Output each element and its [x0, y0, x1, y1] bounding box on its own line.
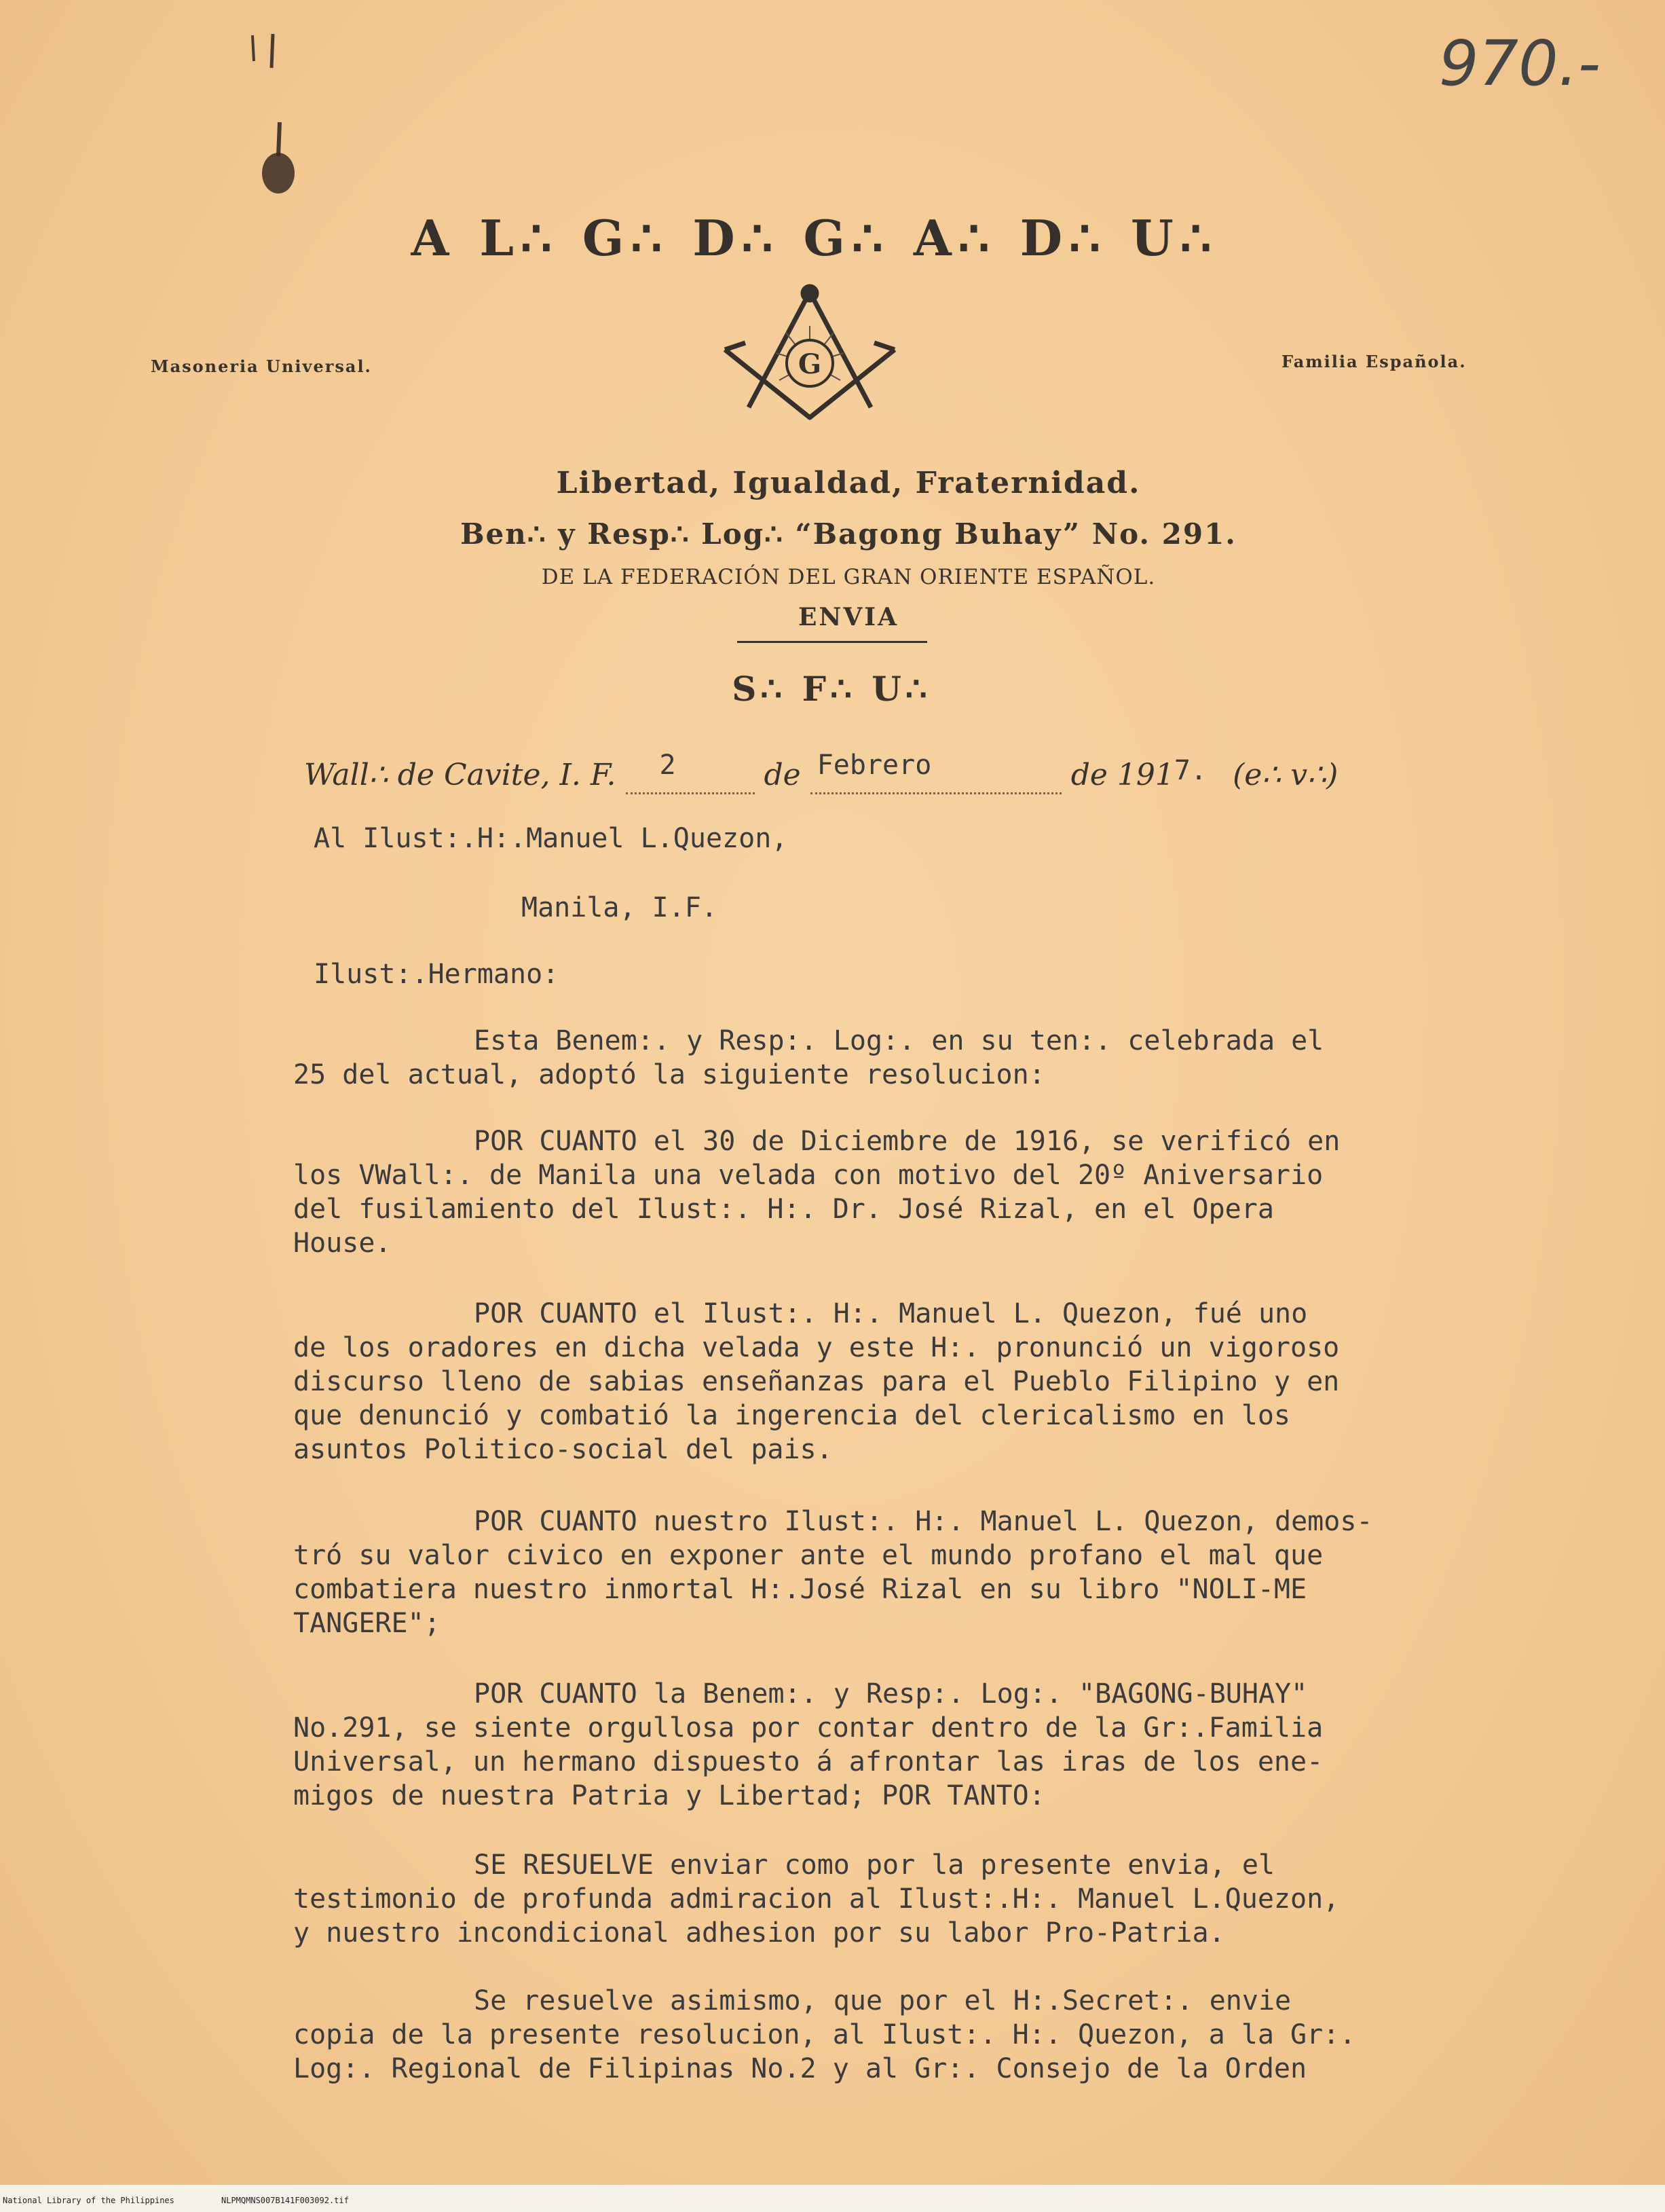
header-initials: A L∴ G∴ D∴ G∴ A∴ D∴ U∴ [411, 209, 1218, 267]
body-line: del fusilamiento del Ilust:. H:. Dr. José Rizal, en el Opera [293, 1194, 1274, 1225]
date-month: Febrero [817, 750, 932, 781]
body-line: SE RESUELVE enviar como por la presente envia, el [474, 1849, 1275, 1881]
envia-heading: ENVIA [798, 603, 899, 631]
body-line: Esta Benem:. y Resp:. Log:. en su ten:. celebrada el [474, 1025, 1324, 1056]
body-line: de los oradores en dicha velada y este H:. pronunció un vigoroso [293, 1332, 1340, 1363]
body-line: House. [293, 1228, 392, 1259]
date-de-2: de 191 [1070, 758, 1174, 792]
body-line: testimonio de profunda admiracion al Ilust:.H:. Manuel L.Quezon, [293, 1883, 1340, 1915]
body-line: POR CUANTO el 30 de Diciembre de 1916, se verificó en [474, 1126, 1341, 1157]
punch-mark-icon [238, 20, 319, 204]
body-line: TANGERE"; [293, 1608, 441, 1639]
date-month-field [810, 750, 1062, 794]
archive-number: 970.- [1439, 27, 1601, 100]
body-line: discurso lleno de sabias enseñanzas para el Pueblo Filipino y en [293, 1366, 1340, 1397]
body-line: Se resuelve asimismo, que por el H:.Secret:. envie [474, 1985, 1292, 2016]
body-line: 25 del actual, adoptó la siguiente resolucion: [293, 1059, 1045, 1090]
salutation: Ilust:.Hermano: [314, 959, 559, 990]
footer-file-id: NLPMQMNS007B141F003092.tif [221, 2196, 349, 2205]
square-and-compass-icon [718, 278, 901, 428]
body-line: Universal, un hermano dispuesto á afrontar las iras de los ene- [293, 1746, 1324, 1777]
body-line: tró su valor civico en exponer ante el mundo profano el mal que [293, 1540, 1324, 1571]
body-line: copia de la presente resolucion, al Ilust:. H:. Quezon, a la Gr:. [293, 2019, 1356, 2050]
body-line: migos de nuestra Patria y Libertad; POR TANTO: [293, 1780, 1045, 1811]
right-motto: Familia Española. [1282, 352, 1467, 371]
federation-line: DE LA FEDERACIÓN DEL GRAN ORIENTE ESPAÑOL. [541, 565, 1156, 589]
date-suffix: (e∴ v∴) [1233, 758, 1339, 792]
date-day-field [626, 750, 755, 794]
date-prefix: Wall∴ de Cavite, I. F. [304, 758, 616, 792]
emblem-letter: G [798, 348, 822, 380]
left-motto: Masoneria Universal. [151, 356, 372, 376]
body-line: que denunció y combatió la ingerencia del clericalismo en los [293, 1400, 1291, 1431]
body-line: POR CUANTO la Benem:. y Resp:. Log:. "BAGONG-BUHAY" [474, 1678, 1308, 1710]
body-line: asuntos Politico-social del pais. [293, 1434, 833, 1465]
body-line: los VWall:. de Manila una velada con motivo del 20º Aniversario [293, 1160, 1324, 1191]
date-year-digit: 7. [1174, 755, 1208, 786]
body-line: y nuestro incondicional adhesion por su labor Pro-Patria. [293, 1917, 1225, 1949]
address-line-2: Manila, I.F. [521, 892, 717, 923]
body-line: POR CUANTO nuestro Ilust:. H:. Manuel L. Quezon, demos- [474, 1506, 1373, 1537]
lodge-line: Ben∴ y Resp∴ Log∴ “Bagong Buhay” No. 291. [460, 517, 1237, 551]
date-day: 2 [659, 750, 676, 781]
body-line: No.291, se siente orgullosa por contar dentro de la Gr:.Familia [293, 1712, 1324, 1744]
motto-line: Libertad, Igualdad, Fraternidad. [556, 466, 1141, 500]
address-line-1: Al Ilust:.H:.Manuel L.Quezon, [314, 823, 788, 854]
date-line [304, 750, 1339, 794]
heading-rule [737, 641, 927, 643]
body-line: combatiera nuestro inmortal H:.José Rizal en su libro "NOLI-ME [293, 1574, 1307, 1605]
body-line: POR CUANTO el Ilust:. H:. Manuel L. Quezon, fué uno [474, 1298, 1308, 1329]
footer-institution: National Library of the Philippines [3, 2196, 174, 2205]
body-line: Log:. Regional de Filipinas No.2 y al Gr:. Consejo de la Orden [293, 2053, 1307, 2084]
date-de-1: de [764, 758, 801, 792]
sfu-heading: S∴ F∴ U∴ [732, 669, 931, 709]
